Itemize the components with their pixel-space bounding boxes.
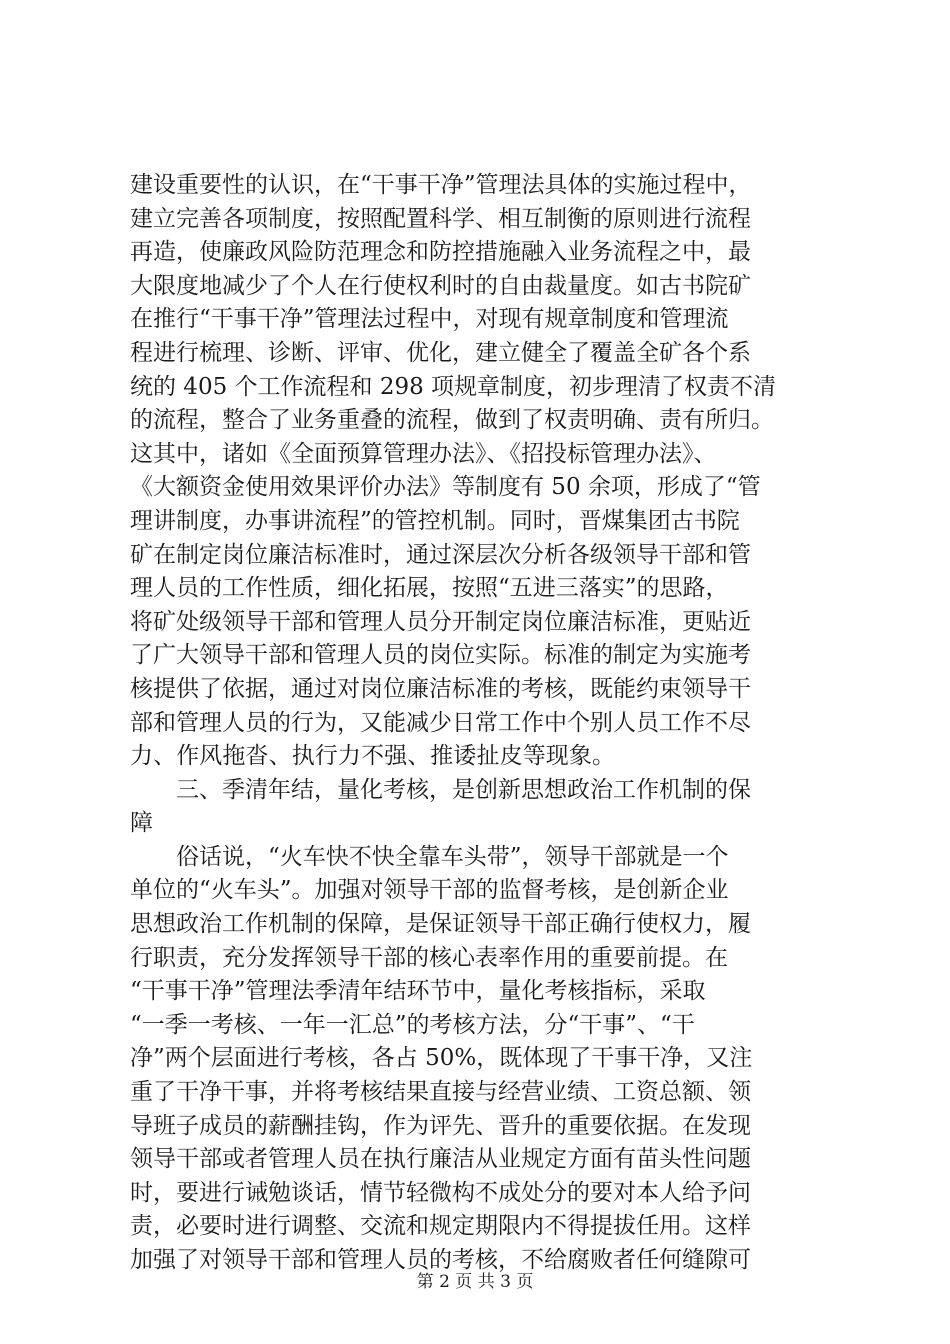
text-line: 责，必要时进行调整、交流和规定期限内不得提拔任用。这样: [130, 1213, 751, 1240]
text-line: 《大额资金使用效果评价办法》等制度有 50 余项，形成了“管: [130, 474, 761, 501]
text-line: 统的 405 个工作流程和 298 项规章制度，初步理清了权责不清: [130, 373, 777, 400]
text-line: 行职责，充分发挥领导干部的核心表率作用的重要前提。在: [130, 944, 728, 971]
text-line: 重了干净干事，并将考核结果直接与经营业绩、工资总额、领: [130, 1079, 751, 1106]
text-line: 理人员的工作性质，细化拓展，按照“五进三落实”的思路，: [130, 575, 729, 602]
text-line: 建设重要性的认识，在“干事干净”管理法具体的实施过程中，: [130, 172, 752, 198]
text-line: 核提供了依据，通过对岗位廉洁标准的考核，既能约束领导干: [130, 675, 751, 702]
text-line: 将矿处级领导干部和管理人员分开制定岗位廉洁标准，更贴近: [130, 608, 751, 635]
text-line: 力、作风拖沓、执行力不强、推诿扯皮等现象。: [130, 743, 616, 770]
text-line: 再造，使廉政风险防范理念和防控措施融入业务流程之中，最: [130, 239, 751, 266]
text-line: 这其中，诸如《全面预算管理办法》、《招投标管理办法》、: [130, 440, 717, 467]
text-line: 的流程，整合了业务重叠的流程，做到了权责明确、责有所归。: [130, 407, 774, 434]
page-footer: 第 2 页 共 3 页: [416, 1272, 534, 1292]
text-line: 单位的“火车头”。加强对领导干部的监督考核，是创新企业: [130, 877, 729, 904]
body-text: [130, 169, 830, 1278]
text-line: 建立完善各项制度，按照配置科学、相互制衡的原则进行流程: [130, 205, 751, 232]
text-line: 三、季清年结，量化考核，是创新思想政治工作机制的保: [130, 776, 751, 803]
text-line: 障: [130, 810, 154, 837]
text-line: 时，要进行诫勉谈话，情节轻微构不成处分的要对本人给予问: [130, 1179, 751, 1206]
text-line: 矿在制定岗位廉洁标准时，通过深层次分析各级领导干部和管: [130, 541, 751, 568]
text-line: “干事干净”管理法季清年结环节中，量化考核指标，采取: [130, 978, 706, 1005]
text-line: 程进行梳理、诊断、评审、优化，建立健全了覆盖全矿各个系: [130, 339, 751, 366]
text-line: 了广大领导干部和管理人员的岗位实际。标准的制定为实施考: [130, 642, 751, 669]
text-line: 导班子成员的薪酬挂钩，作为评先、晋升的重要依据。在发现: [130, 1112, 751, 1139]
text-line: “一季一考核、一年一汇总”的考核方法，分“干事”、“干: [130, 1011, 695, 1038]
text-line: 加强了对领导干部和管理人员的考核，不给腐败者任何缝隙可: [130, 1247, 751, 1273]
text-line: 部和管理人员的行为，又能减少日常工作中个别人员工作不尽: [130, 709, 751, 736]
text-line: 净”两个层面进行考核，各占 50%，既体现了干事干净，又注: [130, 1045, 753, 1072]
text-line: 理讲制度，办事讲流程”的管控机制。同时，晋煤集团古书院: [130, 507, 740, 534]
text-line: 领导干部或者管理人员在执行廉洁从业规定方面有苗头性问题: [130, 1146, 751, 1173]
text-line: 俗话说，“火车快不快全靠车头带”，领导干部就是一个: [130, 843, 729, 870]
text-line: 思想政治工作机制的保障，是保证领导干部正确行使权力，履: [130, 911, 751, 938]
text-line: 在推行“干事干净”管理法过程中，对现有规章制度和管理流: [130, 306, 729, 333]
text-line: 大限度地减少了个人在行使权利时的自由裁量度。如古书院矿: [130, 272, 751, 299]
